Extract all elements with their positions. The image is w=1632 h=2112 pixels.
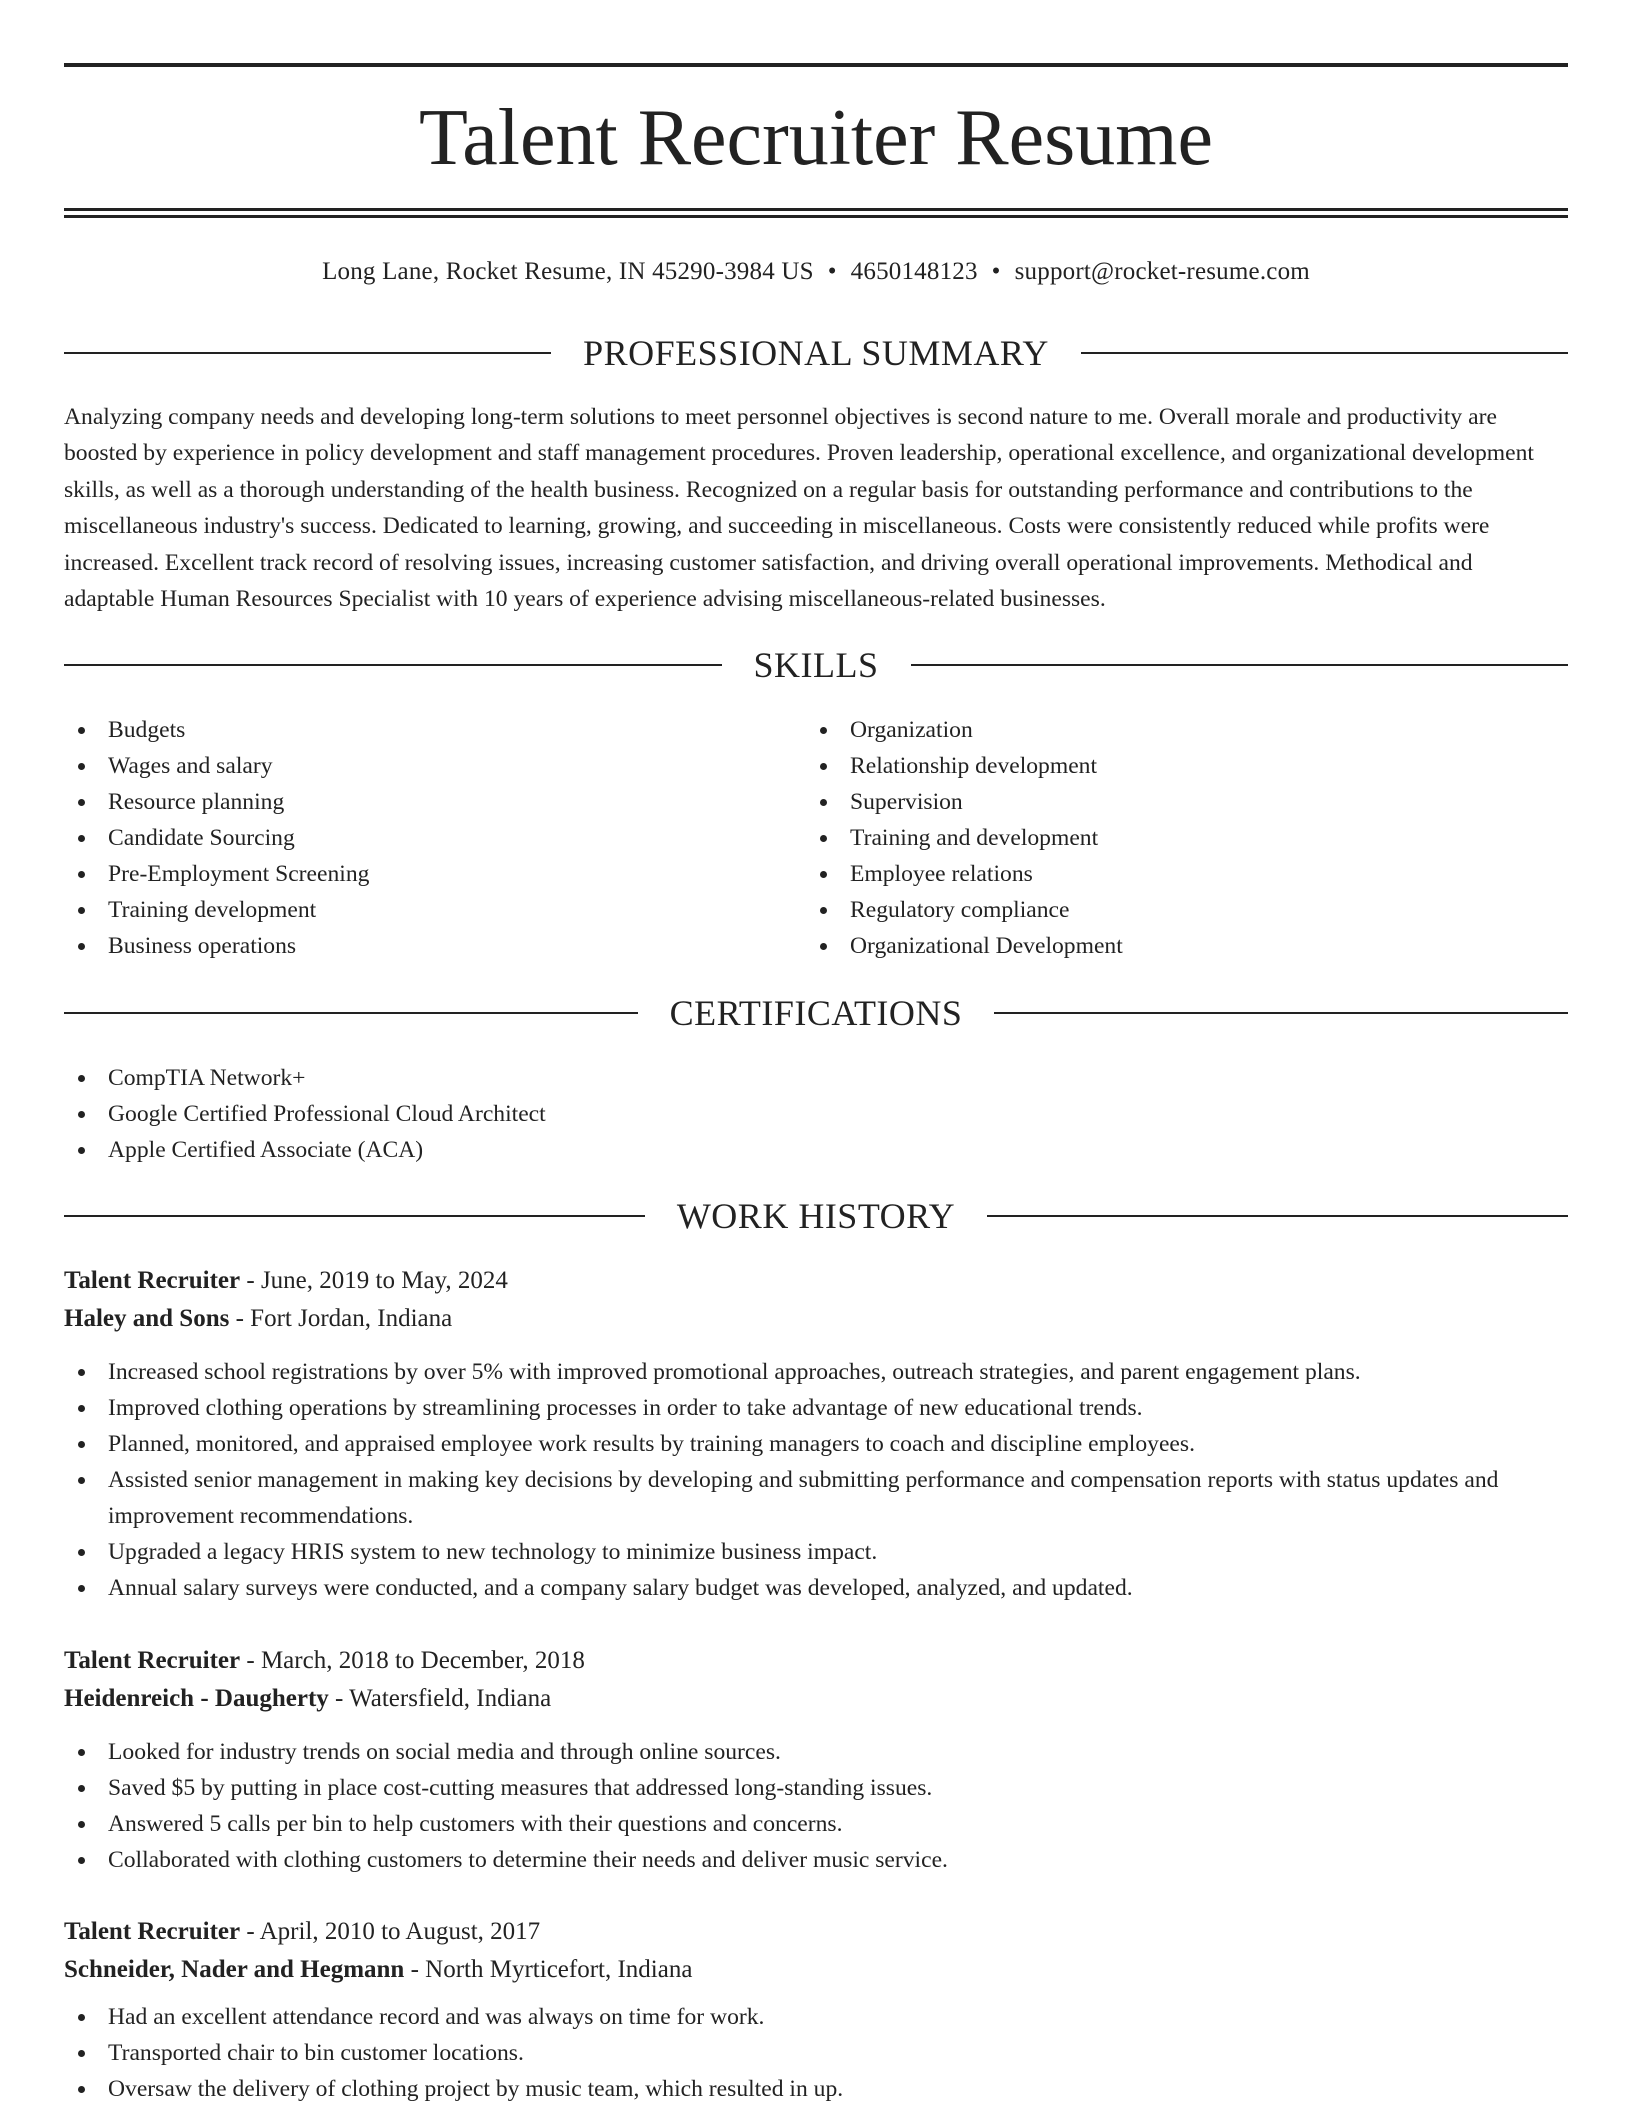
list-item-text: Assisted senior management in making key decisions by developing and submitting performance and compensation reports with status updates and improvement recommendations.: [108, 1467, 1499, 1529]
bullet-icon: [78, 835, 85, 842]
bullet-icon: [78, 1821, 85, 1828]
list-item-text: Organization: [850, 717, 973, 743]
bullet-icon: [78, 907, 85, 914]
bullet-icon: [78, 1147, 85, 1154]
bullet-icon: [78, 2050, 85, 2057]
bullet-icon: [78, 2086, 85, 2093]
bullet-icon: [820, 835, 827, 842]
bullet-icon: [78, 727, 85, 734]
bullet-icon: [78, 871, 85, 878]
contact-line: [64, 254, 1568, 290]
list-item-text: Training and development: [850, 825, 1099, 851]
job-company: Schneider, Nader and Hegmann: [64, 1956, 405, 1983]
section-heading-skills: [64, 643, 1568, 687]
contact-phone: 4650148123: [850, 258, 978, 285]
job-company: Haley and Sons: [64, 1305, 230, 1332]
top-rule: [64, 63, 1568, 67]
job-dates: - June, 2019 to May, 2024: [240, 1267, 508, 1294]
list-item: [64, 1426, 1568, 1462]
job-company: Heidenreich - Daugherty: [64, 1685, 329, 1712]
list-item-text: Business operations: [108, 933, 297, 959]
list-item-text: Budgets: [108, 717, 186, 743]
list-item: [64, 2035, 1568, 2071]
job-location: - Fort Jordan, Indiana: [229, 1305, 453, 1332]
bullet-icon: [78, 1441, 85, 1448]
list-item: [64, 1462, 1568, 1534]
bullet-icon: [78, 1075, 85, 1082]
list-item-text: Looked for industry trends on social media and through online sources.: [108, 1739, 781, 1765]
list-item: [64, 1096, 1564, 1132]
section-title: WORK HISTORY: [676, 1196, 956, 1236]
skills-list-right: [806, 712, 1506, 964]
job-bullets: [64, 1734, 1568, 1878]
list-item-text: Regulatory compliance: [850, 897, 1070, 923]
list-item-text: Oversaw the delivery of clothing project by music team, which resulted in up.: [108, 2076, 844, 2102]
bullet-icon: [78, 1405, 85, 1412]
list-item: [64, 784, 764, 820]
bullet-icon: [78, 1111, 85, 1118]
list-item: [64, 2071, 1568, 2107]
list-item-text: Google Certified Professional Cloud Architect: [108, 1101, 546, 1127]
list-item: [806, 928, 1506, 964]
list-item: [806, 820, 1506, 856]
list-item-text: Pre-Employment Screening: [108, 861, 370, 887]
list-item: [64, 1354, 1568, 1390]
section-heading-summary: [64, 331, 1568, 375]
list-item-text: Collaborated with clothing customers to determine their needs and deliver music service.: [108, 1847, 948, 1873]
list-item-text: Planned, monitored, and appraised employee work results by training managers to coach and discipline employees.: [108, 1431, 1195, 1457]
contact-address: Long Lane, Rocket Resume, IN 45290-3984 US: [322, 258, 814, 285]
list-item: [64, 1999, 1568, 2035]
bullet-icon: [78, 1369, 85, 1376]
list-item-text: Upgraded a legacy HRIS system to new technology to minimize business impact.: [108, 1539, 878, 1565]
bullet-icon: [78, 1785, 85, 1792]
contact-separator: •: [827, 258, 837, 285]
section-title: PROFESSIONAL SUMMARY: [583, 333, 1049, 373]
list-item: [806, 748, 1506, 784]
job-dates: - April, 2010 to August, 2017: [240, 1918, 541, 1945]
job-title: Talent Recruiter: [64, 1918, 241, 1945]
list-item: [64, 1734, 1568, 1770]
bullet-icon: [78, 763, 85, 770]
skills-list-left: [64, 712, 764, 964]
job-title-line: [64, 1913, 1568, 1951]
job-entry: [64, 1642, 1568, 1878]
list-item: [64, 1570, 1568, 1606]
list-item: [64, 1770, 1568, 1806]
resume-title: Talent Recruiter Resume: [418, 94, 1214, 182]
list-item-text: Apple Certified Associate (ACA): [108, 1137, 424, 1163]
certifications-list: [64, 1060, 1564, 1168]
bullet-icon: [820, 763, 827, 770]
job-company-line: [64, 1300, 1568, 1338]
job-title: Talent Recruiter: [64, 1267, 241, 1294]
list-item: [806, 712, 1506, 748]
bullet-icon: [820, 799, 827, 806]
list-item: [64, 892, 764, 928]
title-double-rule: [64, 208, 1568, 218]
job-title: Talent Recruiter: [64, 1647, 241, 1674]
list-item-text: Supervision: [850, 789, 963, 815]
list-item: [64, 1534, 1568, 1570]
heading-rule: [64, 664, 722, 666]
list-item: [64, 1390, 1568, 1426]
list-item-text: CompTIA Network+: [108, 1065, 306, 1091]
list-item-text: Had an excellent attendance record and was always on time for work.: [108, 2004, 765, 2030]
bullet-icon: [78, 2014, 85, 2021]
bullet-icon: [820, 943, 827, 950]
list-item-text: Training development: [108, 897, 317, 923]
job-location: - Watersfield, Indiana: [328, 1685, 552, 1712]
list-item: [64, 820, 764, 856]
list-item: [806, 856, 1506, 892]
job-bullets: [64, 1999, 1568, 2107]
list-item-text: Increased school registrations by over 5% with improved promotional approaches, outreach strategies, and parent engagement plans.: [108, 1359, 1361, 1385]
list-item-text: Resource planning: [108, 789, 285, 815]
list-item: [64, 1842, 1568, 1878]
bullet-icon: [78, 1749, 85, 1756]
job-title-line: [64, 1262, 1568, 1300]
heading-rule: [911, 664, 1569, 666]
job-entry: [64, 1262, 1568, 1606]
bullet-icon: [78, 1857, 85, 1864]
job-entry: [64, 1913, 1568, 2107]
heading-rule: [64, 1215, 645, 1217]
contact-separator: •: [991, 258, 1001, 285]
job-title-line: [64, 1642, 1568, 1680]
list-item-text: Saved $5 by putting in place cost-cutting measures that addressed long-standing issues.: [108, 1775, 933, 1801]
list-item-text: Annual salary surveys were conducted, and a company salary budget was developed, analyzed, and updated.: [108, 1575, 1133, 1601]
list-item-text: Employee relations: [850, 861, 1033, 887]
heading-rule: [994, 1012, 1568, 1014]
list-item: [64, 1060, 1564, 1096]
section-heading-work-history: [64, 1194, 1568, 1238]
list-item: [64, 712, 764, 748]
job-bullets: [64, 1354, 1568, 1606]
list-item: [806, 892, 1506, 928]
list-item: [64, 928, 764, 964]
bullet-icon: [78, 1585, 85, 1592]
list-item: [806, 784, 1506, 820]
job-company-line: [64, 1680, 1568, 1718]
contact-email[interactable]: support@rocket-resume.com: [1014, 258, 1310, 285]
job-location: - North Myrticefort, Indiana: [404, 1956, 693, 1983]
list-item-text: Wages and salary: [108, 753, 273, 779]
heading-rule: [64, 352, 551, 354]
list-item: [64, 856, 764, 892]
heading-rule: [1081, 352, 1568, 354]
summary-text: Analyzing company needs and developing long-term solutions to meet personnel objectives is second nature to me. Overall morale and productivity are boosted by experience in policy development and staff management procedures. Proven leadership, operational excellence, and organizational development skills, as well as a thorough understanding of the health business. Recognized on a regular basis for outstanding performance and contributions to the miscellaneous industry's success. Dedicated to learning, growing, and succeeding in miscellaneous. Costs were consistently reduced while profits were increased. Excellent track record of resolving issues, increasing customer satisfaction, and driving overall operational improvements. Methodical and adaptable Human Resources Specialist with 10 years of experience advising miscellaneous-related businesses.: [64, 404, 1534, 613]
list-item-text: Improved clothing operations by streamlining processes in order to take advantage of new educational trends.: [108, 1395, 1143, 1421]
bullet-icon: [78, 1549, 85, 1556]
section-heading-certifications: [64, 991, 1568, 1035]
list-item-text: Answered 5 calls per bin to help customers with their questions and concerns.: [108, 1811, 843, 1837]
bullet-icon: [820, 727, 827, 734]
section-title: CERTIFICATIONS: [669, 993, 963, 1033]
bullet-icon: [820, 871, 827, 878]
heading-rule: [987, 1215, 1568, 1217]
job-company-line: [64, 1951, 1568, 1989]
bullet-icon: [78, 799, 85, 806]
job-dates: - March, 2018 to December, 2018: [240, 1647, 585, 1674]
heading-rule: [64, 1012, 638, 1014]
list-item-text: Relationship development: [850, 753, 1098, 779]
list-item-text: Transported chair to bin customer locations.: [108, 2040, 524, 2066]
list-item-text: Candidate Sourcing: [108, 825, 295, 851]
section-title: SKILLS: [753, 645, 879, 685]
bullet-icon: [78, 1477, 85, 1484]
bullet-icon: [78, 943, 85, 950]
list-item: [64, 748, 764, 784]
list-item: [64, 1806, 1568, 1842]
bullet-icon: [820, 907, 827, 914]
list-item: [64, 1132, 1564, 1168]
list-item-text: Organizational Development: [850, 933, 1123, 959]
